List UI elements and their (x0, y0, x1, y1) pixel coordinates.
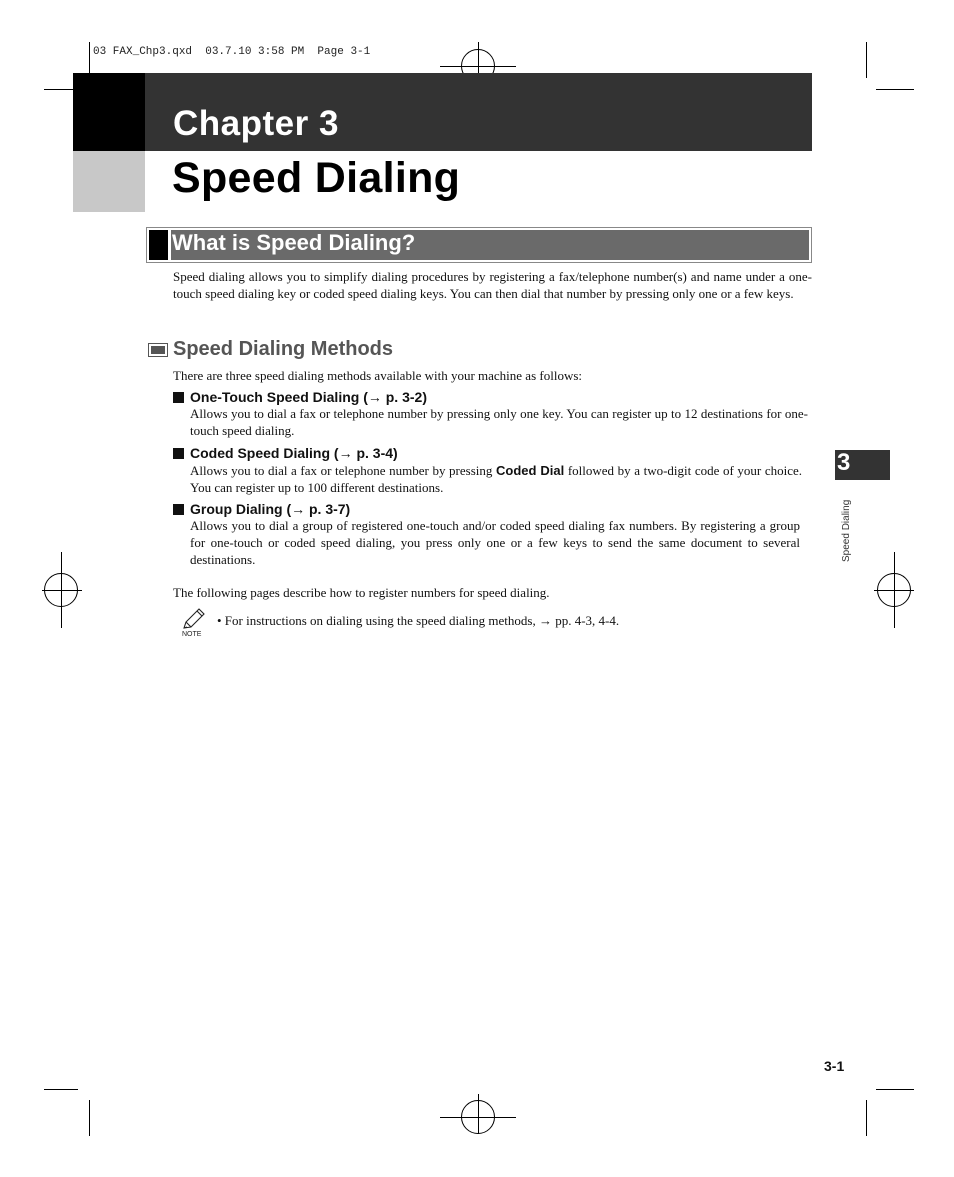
bullet-square-icon (173, 448, 184, 459)
section-title: What is Speed Dialing? (172, 230, 416, 255)
side-tab-label-text: Speed Dialing (841, 499, 852, 562)
bullet-square-icon (173, 504, 184, 515)
method-text-group: Allows you to dial a group of registered one-touch and/or coded speed dialing fax numbers. By registering a group for one-touch or coded speed dialing, you press only one or a few keys to send the same document to several destinations. (190, 518, 800, 567)
side-tab-number: 3 (837, 449, 851, 476)
pencil-note-icon (180, 607, 206, 631)
method-heading-coded (173, 445, 398, 461)
page-number: 3-1 (824, 1058, 845, 1074)
subsection-title: Speed Dialing Methods (173, 338, 394, 360)
method-text-part: Allows you to dial a fax or telephone number by pressing (190, 463, 496, 478)
header-grey-block (73, 151, 145, 212)
side-tab-label (841, 484, 854, 564)
printer-slug: 03 FAX_Chp3.qxd 03.7.10 3:58 PM Page 3-1 (93, 46, 371, 58)
method-heading-text: Group Dialing (→ p. 3-7) (190, 501, 351, 517)
chapter-title: Speed Dialing (172, 154, 461, 202)
bullet-square-icon (173, 392, 184, 403)
section-intro: Speed dialing allows you to simplify dialing procedures by registering a fax/telephone number(s) and name under a one-touch speed dialing key or coded speed dialing keys. You can then dial that number by pressing only one or a few keys. (173, 269, 812, 301)
note-label: NOTE (182, 631, 202, 638)
method-text-coded (190, 462, 802, 496)
subsection-marker (148, 343, 168, 357)
closing-text: The following pages describe how to register numbers for speed dialing. (173, 585, 550, 600)
method-heading-text: One-Touch Speed Dialing (→ p. 3-2) (190, 389, 427, 405)
key-name-coded-dial: Coded Dial (495, 463, 565, 478)
method-heading-one-touch (173, 389, 427, 405)
header-black-block (73, 73, 145, 151)
subsection-intro: There are three speed dialing methods available with your machine as follows: (173, 368, 582, 383)
chapter-label: Chapter 3 (173, 104, 339, 143)
method-text-one-touch: Allows you to dial a fax or telephone number by pressing only one key. You can register up to 12 destinations for one-touch speed dialing. (190, 406, 808, 438)
note-text: • For instructions on dialing using the speed dialing methods, → pp. 4-3, 4-4. (217, 613, 620, 628)
method-heading-text: Coded Speed Dialing (→ p. 3-4) (190, 445, 398, 461)
method-text-part: followed by a two-digit code of your choice. You can register up to 100 different destinations. (190, 463, 803, 495)
method-heading-group (173, 501, 350, 517)
